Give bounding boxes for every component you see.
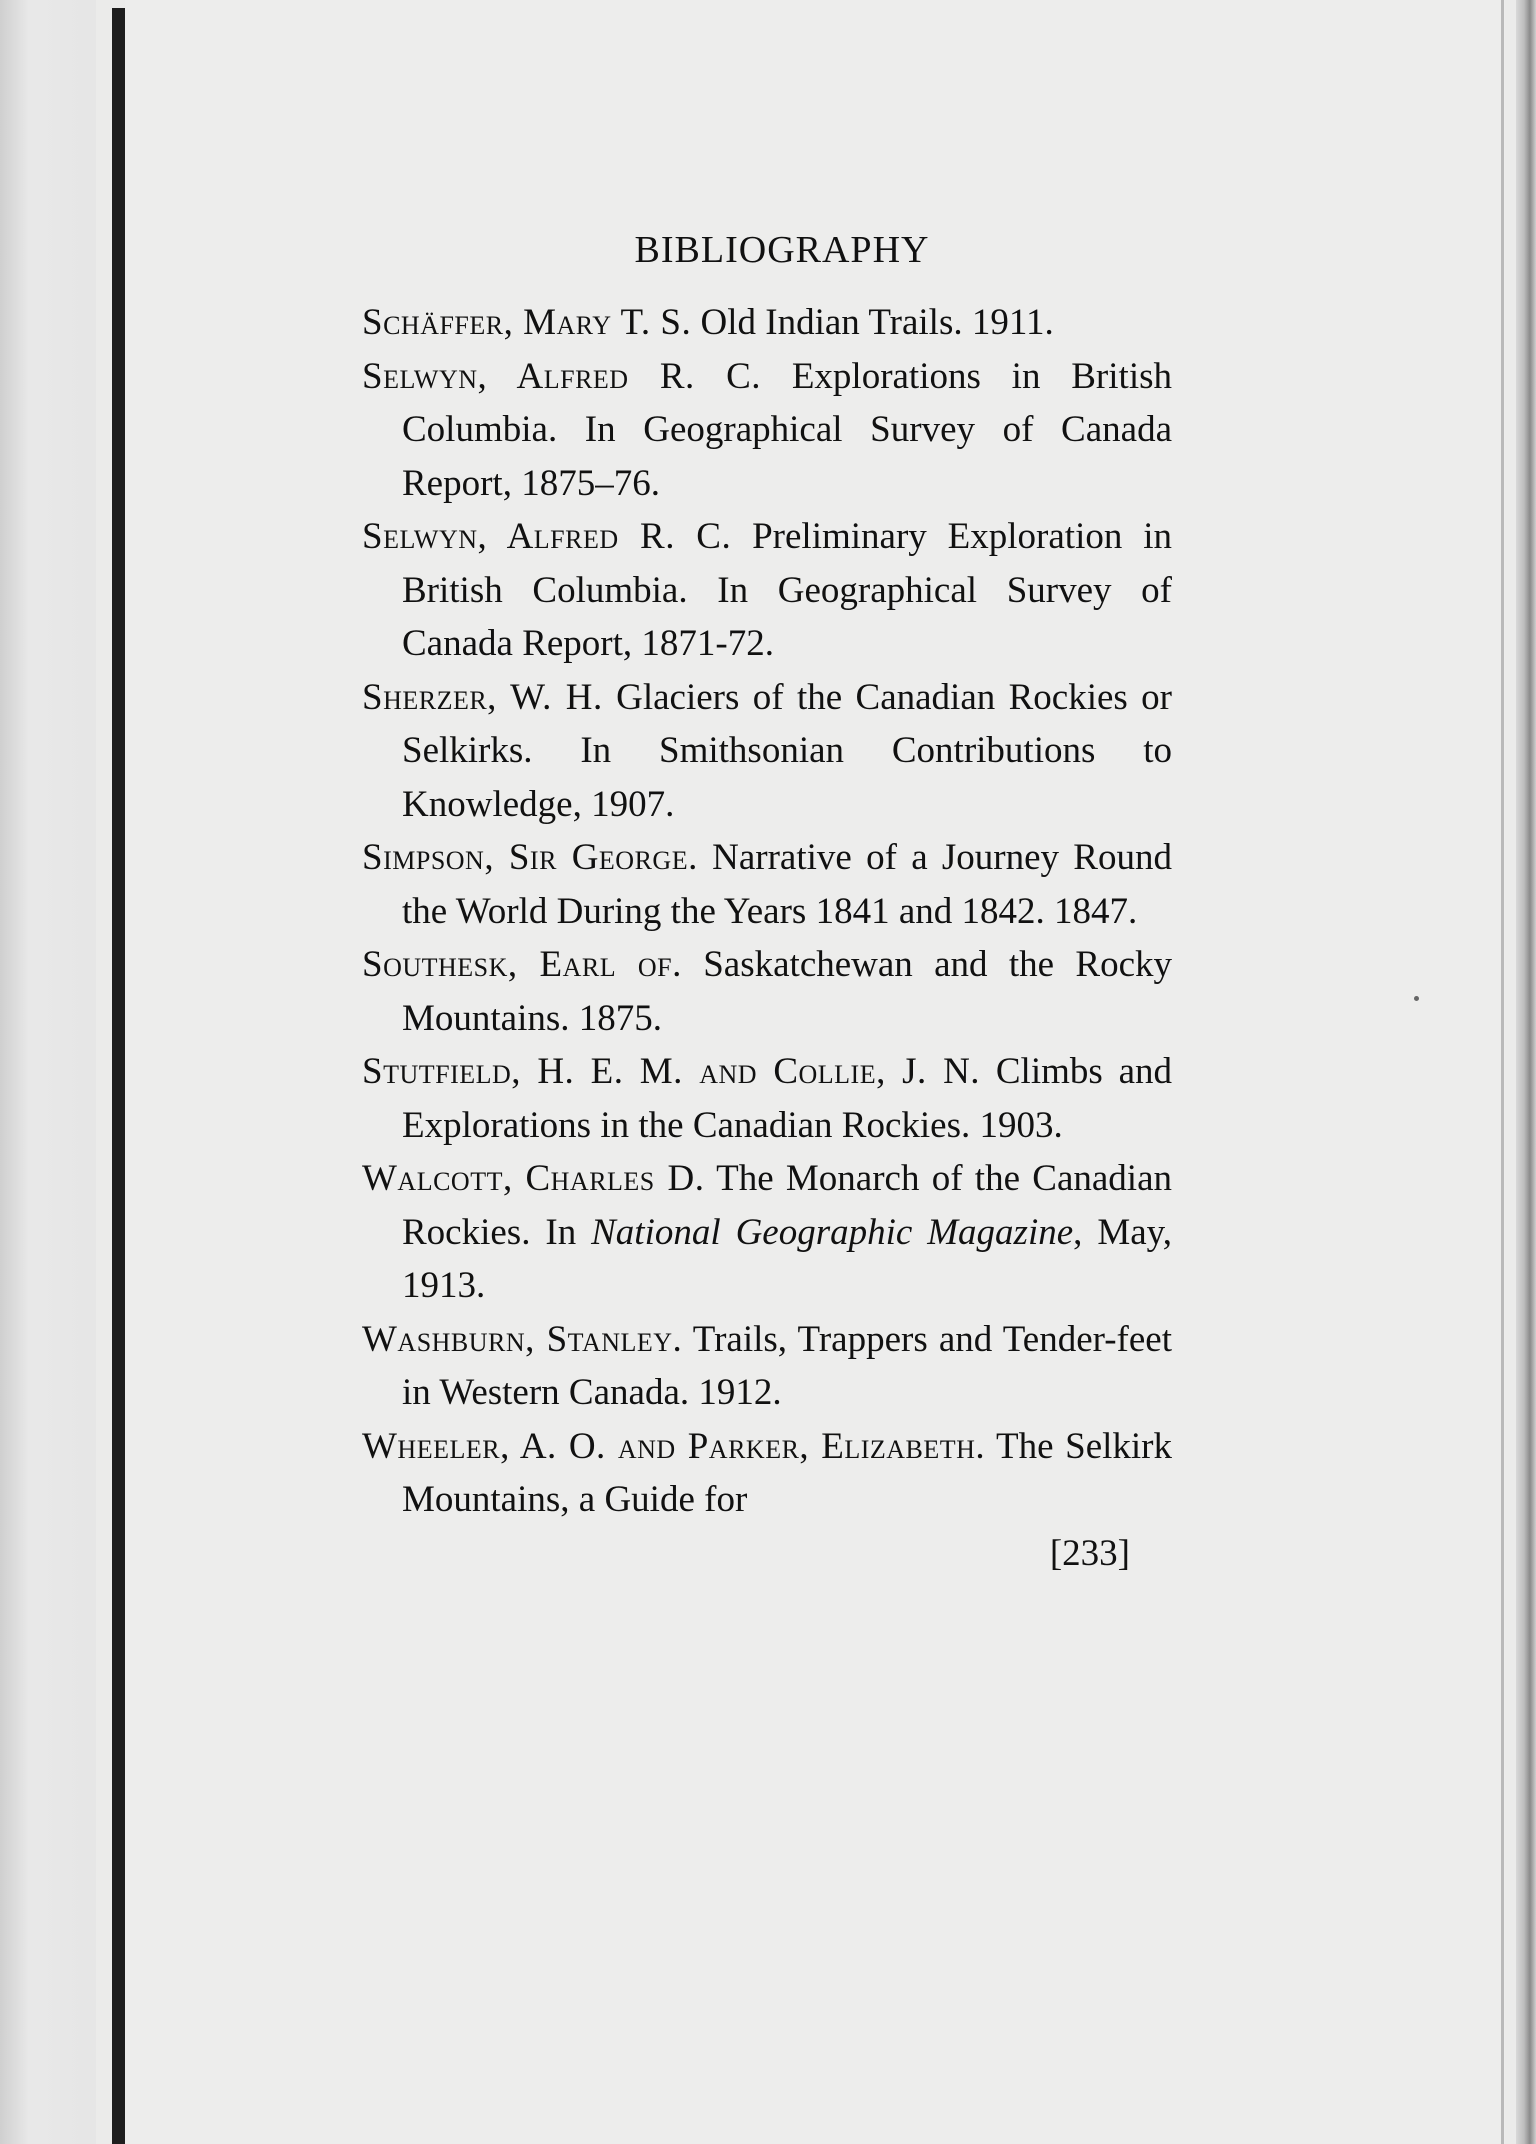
entry-author: Simpson, Sir George. [362, 837, 698, 878]
bibliography-text [362, 224, 1172, 1580]
bib-entry [362, 1152, 1172, 1313]
entry-text: The Selkirk Mountains, a Guide for [402, 1425, 1172, 1520]
bib-entry [362, 671, 1172, 832]
bib-entry [362, 1313, 1172, 1420]
entry-author: Southesk, Earl of. [362, 944, 682, 985]
entry-author: Stutfield, H. E. M. and Collie, J. N. [362, 1051, 981, 1092]
entry-text: Narrative of a Journey Round the World During the Years 1841 and 1842. 1847. [402, 837, 1172, 932]
bib-entry [362, 1420, 1172, 1527]
ink-speck [1414, 996, 1419, 1001]
entry-author: Selwyn, Alfred R. C. [362, 355, 762, 397]
entry-text: Old Indian Trails. 1911. [700, 302, 1054, 343]
page-number: [233] [1049, 1532, 1130, 1574]
entry-text: The Monarch of the Canadian Rockies. In [402, 1158, 1172, 1253]
entry-text: Glaciers of the Canadian Rockies or Selkirks. In Smithsonian Contributions to Knowledge, 1907. [402, 676, 1173, 825]
entry-text: Explorations in British Columbia. In Geographical Survey of Canada Report, 1875–76. [402, 355, 1172, 504]
entry-author: Walcott, Charles D. [362, 1158, 705, 1199]
bib-entry [362, 938, 1172, 1045]
page-title: BIBLIOGRAPHY [634, 229, 930, 271]
entry-text-end: , May, 1913. [402, 1211, 1172, 1306]
entry-author: Sherzer, W. H. [362, 676, 603, 718]
right-edge-line [1501, 0, 1504, 2144]
entry-journal: National Geographic Magazine [591, 1211, 1074, 1253]
entry-author: Wheeler, A. O. and Parker, Elizabeth. [362, 1425, 986, 1467]
entry-text: Climbs and Explorations in the Canadian Rockies. 1903. [402, 1051, 1173, 1146]
bib-entry [362, 510, 1172, 671]
entry-text: Trails, Trappers and Tender-feet in Western Canada. 1912. [402, 1318, 1172, 1413]
bib-entry [362, 1045, 1172, 1152]
entry-text: Preliminary Exploration in British Columbia. In Geographical Survey of Canada Report, 1871-72. [402, 516, 1172, 664]
binding-line [112, 8, 125, 2144]
binding-shadow [0, 0, 96, 2144]
entry-author: Washburn, Stanley. [362, 1318, 683, 1360]
entry-text: Saskatchewan and the Rocky Mountains. 1875. [402, 944, 1172, 1039]
entry-author: Selwyn, Alfred R. C. [362, 516, 732, 557]
entry-author: Schäffer, Mary T. S. [362, 302, 692, 343]
bib-entry [362, 350, 1172, 511]
bib-entry [362, 831, 1172, 938]
bib-entry [362, 296, 1172, 350]
page-edge [1516, 0, 1536, 2144]
